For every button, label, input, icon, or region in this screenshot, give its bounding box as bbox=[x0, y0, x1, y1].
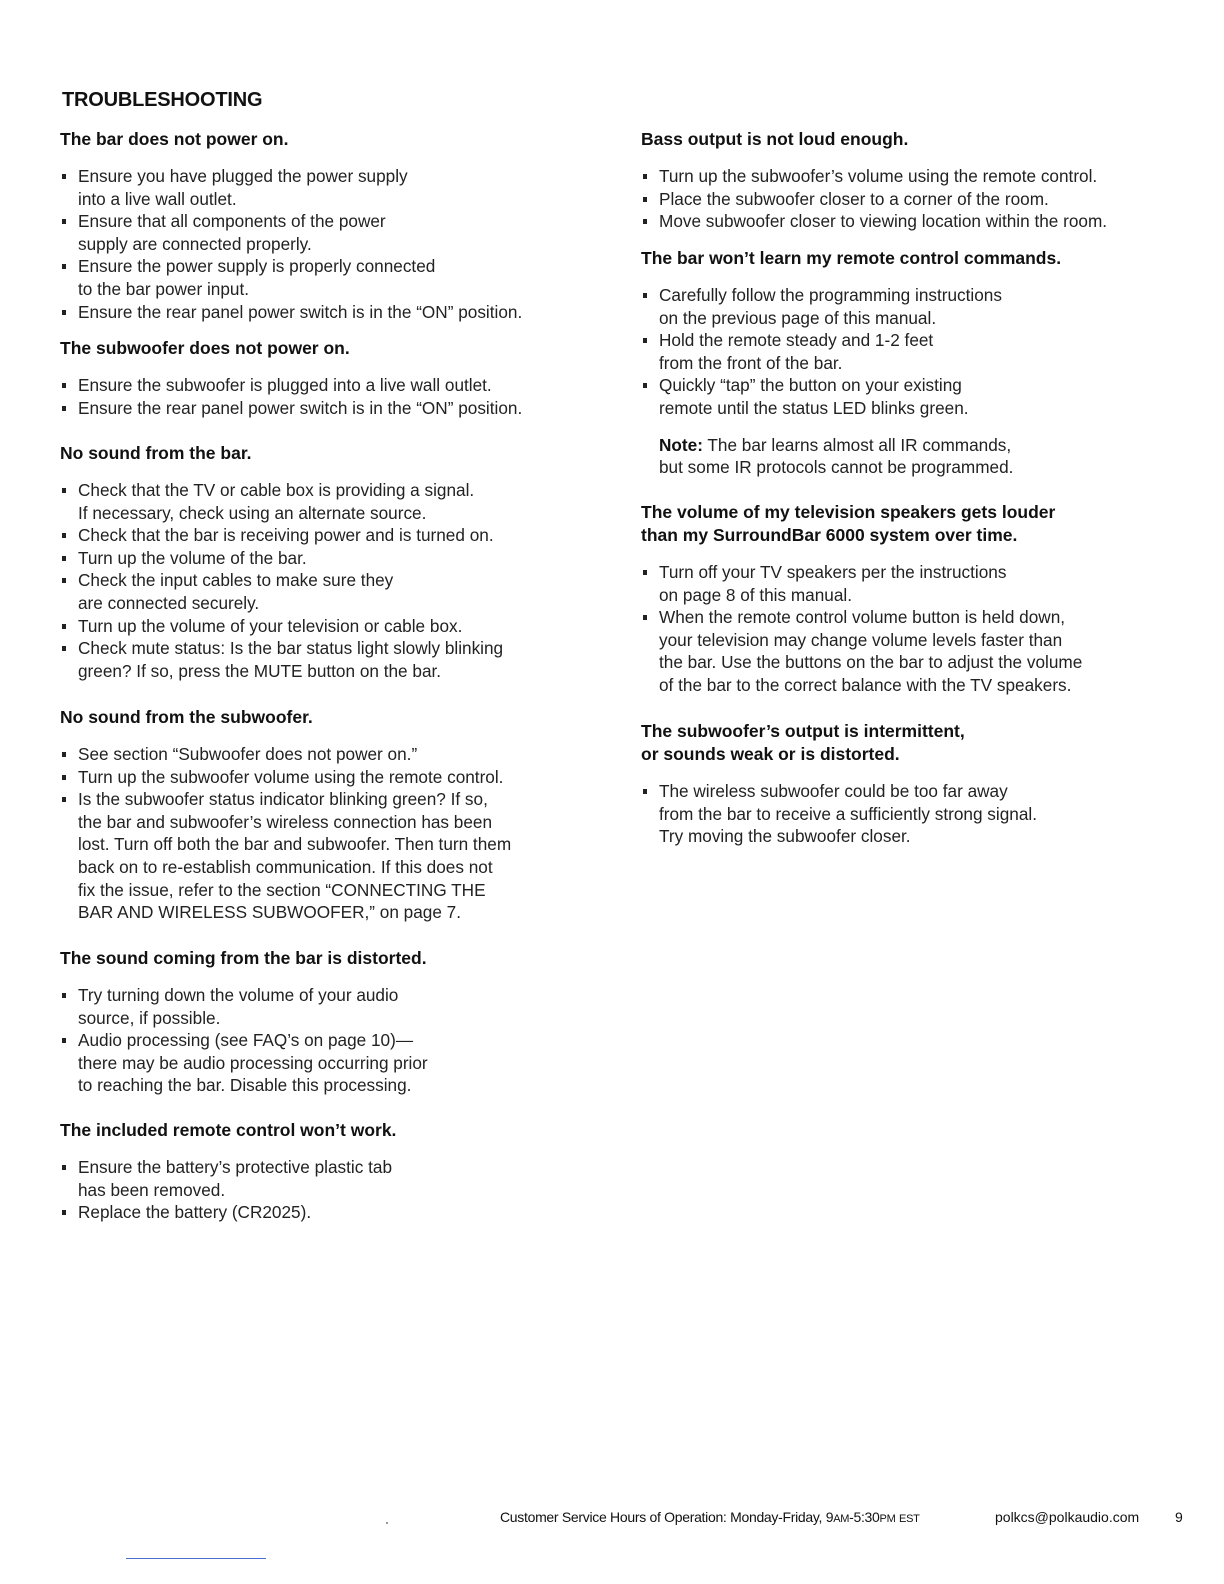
page-title: TROUBLESHOOTING bbox=[62, 89, 263, 111]
list-item: Check mute status: Is the bar status light slowly blinking green? If so, press the MUTE button on the bar. bbox=[60, 637, 590, 682]
note-label: Note: bbox=[659, 434, 703, 455]
list-item: Ensure the battery’s protective plastic tab has been removed. bbox=[60, 1156, 590, 1201]
list-item: Replace the battery (CR2025). bbox=[60, 1201, 590, 1224]
bullet-list bbox=[60, 1156, 590, 1224]
section-heading: The sound coming from the bar is distorted. bbox=[60, 948, 427, 968]
list-item: Try turning down the volume of your audio source, if possible. bbox=[60, 984, 590, 1029]
section-remote-wont-work bbox=[60, 1119, 590, 1224]
list-item: Ensure the rear panel power switch is in the “ON” position. bbox=[60, 301, 590, 324]
section-heading bbox=[641, 501, 1181, 547]
list-item: Is the subwoofer status indicator blinking green? If so, the bar and subwoofer’s wireless connection has been lost. Turn off both the bar and subwoofer. Then turn them back on to re-establish communication. If this does not fix the issue, refer to the section “CONNECTING THE BAR AND WIRELESS SUBWOOFER,” on page 7. bbox=[60, 788, 590, 924]
footer-hours bbox=[500, 1509, 920, 1525]
note-text: The bar learns almost all IR commands, but some IR protocols cannot be programmed. bbox=[659, 434, 1014, 478]
scan-speck bbox=[386, 1522, 388, 1524]
list-item: Hold the remote steady and 1-2 feet from the front of the bar. bbox=[641, 329, 1181, 374]
pm-label: PM bbox=[879, 1513, 896, 1525]
list-item: Turn up the volume of your television or cable box. bbox=[60, 615, 590, 638]
bullet-list bbox=[641, 165, 1181, 233]
list-item: Ensure the subwoofer is plugged into a live wall outlet. bbox=[60, 374, 590, 397]
list-item: Check the input cables to make sure they are connected securely. bbox=[60, 569, 590, 614]
section-heading: The included remote control won’t work. bbox=[60, 1120, 397, 1140]
section-remote-learning bbox=[641, 247, 1181, 479]
bullet-list bbox=[60, 984, 590, 1097]
list-item: Carefully follow the programming instructions on the previous page of this manual. bbox=[641, 284, 1181, 329]
bullet-list bbox=[641, 780, 1181, 848]
hours-text: Customer Service Hours of Operation: Monday-Friday, 9 bbox=[500, 1509, 834, 1525]
hours-mid: -5:30 bbox=[849, 1509, 880, 1525]
list-item: Turn up the subwoofer’s volume using the remote control. bbox=[641, 165, 1181, 188]
list-item: Ensure the power supply is properly connected to the bar power input. bbox=[60, 255, 590, 300]
am-label: AM bbox=[833, 1513, 850, 1525]
section-tv-louder bbox=[641, 501, 1181, 697]
section-bass-not-loud bbox=[641, 128, 1181, 233]
list-item: When the remote control volume button is held down, your television may change volume levels faster than the bar. Use the buttons on the bar to adjust the volume of the bar to the correct balance with the TV speakers. bbox=[641, 606, 1181, 696]
list-item: The wireless subwoofer could be too far away from the bar to receive a sufficiently strong signal. Try moving the subwoofer closer. bbox=[641, 780, 1181, 848]
list-item: Place the subwoofer closer to a corner of the room. bbox=[641, 188, 1181, 211]
list-item: Ensure you have plugged the power supply into a live wall outlet. bbox=[60, 165, 590, 210]
list-item: Quickly “tap” the button on your existing remote until the status LED blinks green. bbox=[641, 374, 1181, 419]
list-item: Turn up the volume of the bar. bbox=[60, 547, 590, 570]
list-item: Audio processing (see FAQ’s on page 10)— there may be audio processing occurring prior to reaching the bar. Disable this processing. bbox=[60, 1029, 590, 1097]
section-heading: The bar does not power on. bbox=[60, 129, 289, 149]
footer-rule bbox=[126, 1558, 266, 1559]
list-item: Ensure the rear panel power switch is in the “ON” position. bbox=[60, 397, 590, 420]
list-item: Move subwoofer closer to viewing location within the room. bbox=[641, 210, 1181, 233]
section-heading: The bar won’t learn my remote control commands. bbox=[641, 248, 1062, 268]
section-no-sound-bar bbox=[60, 442, 590, 682]
bullet-list bbox=[60, 374, 590, 419]
section-heading: The subwoofer does not power on. bbox=[60, 338, 350, 358]
page-number: 9 bbox=[1175, 1509, 1183, 1525]
bullet-list bbox=[641, 284, 1181, 420]
section-subwoofer-intermittent bbox=[641, 720, 1181, 848]
heading-line: The subwoofer’s output is intermittent, bbox=[641, 721, 965, 741]
heading-line: than my SurroundBar 6000 system over time. bbox=[641, 525, 1018, 545]
note bbox=[659, 434, 1181, 479]
bullet-list bbox=[60, 165, 590, 323]
bullet-list bbox=[641, 561, 1181, 697]
section-sound-distorted bbox=[60, 947, 590, 1097]
heading-line: The volume of my television speakers gets louder bbox=[641, 502, 1056, 522]
list-item: See section “Subwoofer does not power on.” bbox=[60, 743, 590, 766]
section-bar-no-power bbox=[60, 128, 590, 323]
list-item: Check that the bar is receiving power and is turned on. bbox=[60, 524, 590, 547]
section-heading: Bass output is not loud enough. bbox=[641, 129, 909, 149]
list-item: Ensure that all components of the power supply are connected properly. bbox=[60, 210, 590, 255]
section-heading bbox=[641, 720, 1181, 766]
timezone-label: EST bbox=[899, 1513, 920, 1525]
list-item: Check that the TV or cable box is providing a signal. If necessary, check using an alternate source. bbox=[60, 479, 590, 524]
section-heading: No sound from the bar. bbox=[60, 443, 252, 463]
section-subwoofer-no-power bbox=[60, 337, 590, 419]
list-item: Turn off your TV speakers per the instructions on page 8 of this manual. bbox=[641, 561, 1181, 606]
section-no-sound-subwoofer bbox=[60, 706, 590, 924]
heading-line: or sounds weak or is distorted. bbox=[641, 744, 900, 764]
list-item: Turn up the subwoofer volume using the remote control. bbox=[60, 766, 590, 789]
bullet-list bbox=[60, 479, 590, 682]
bullet-list bbox=[60, 743, 590, 924]
footer-email[interactable]: polkcs@polkaudio.com bbox=[995, 1509, 1140, 1525]
section-heading: No sound from the subwoofer. bbox=[60, 707, 313, 727]
